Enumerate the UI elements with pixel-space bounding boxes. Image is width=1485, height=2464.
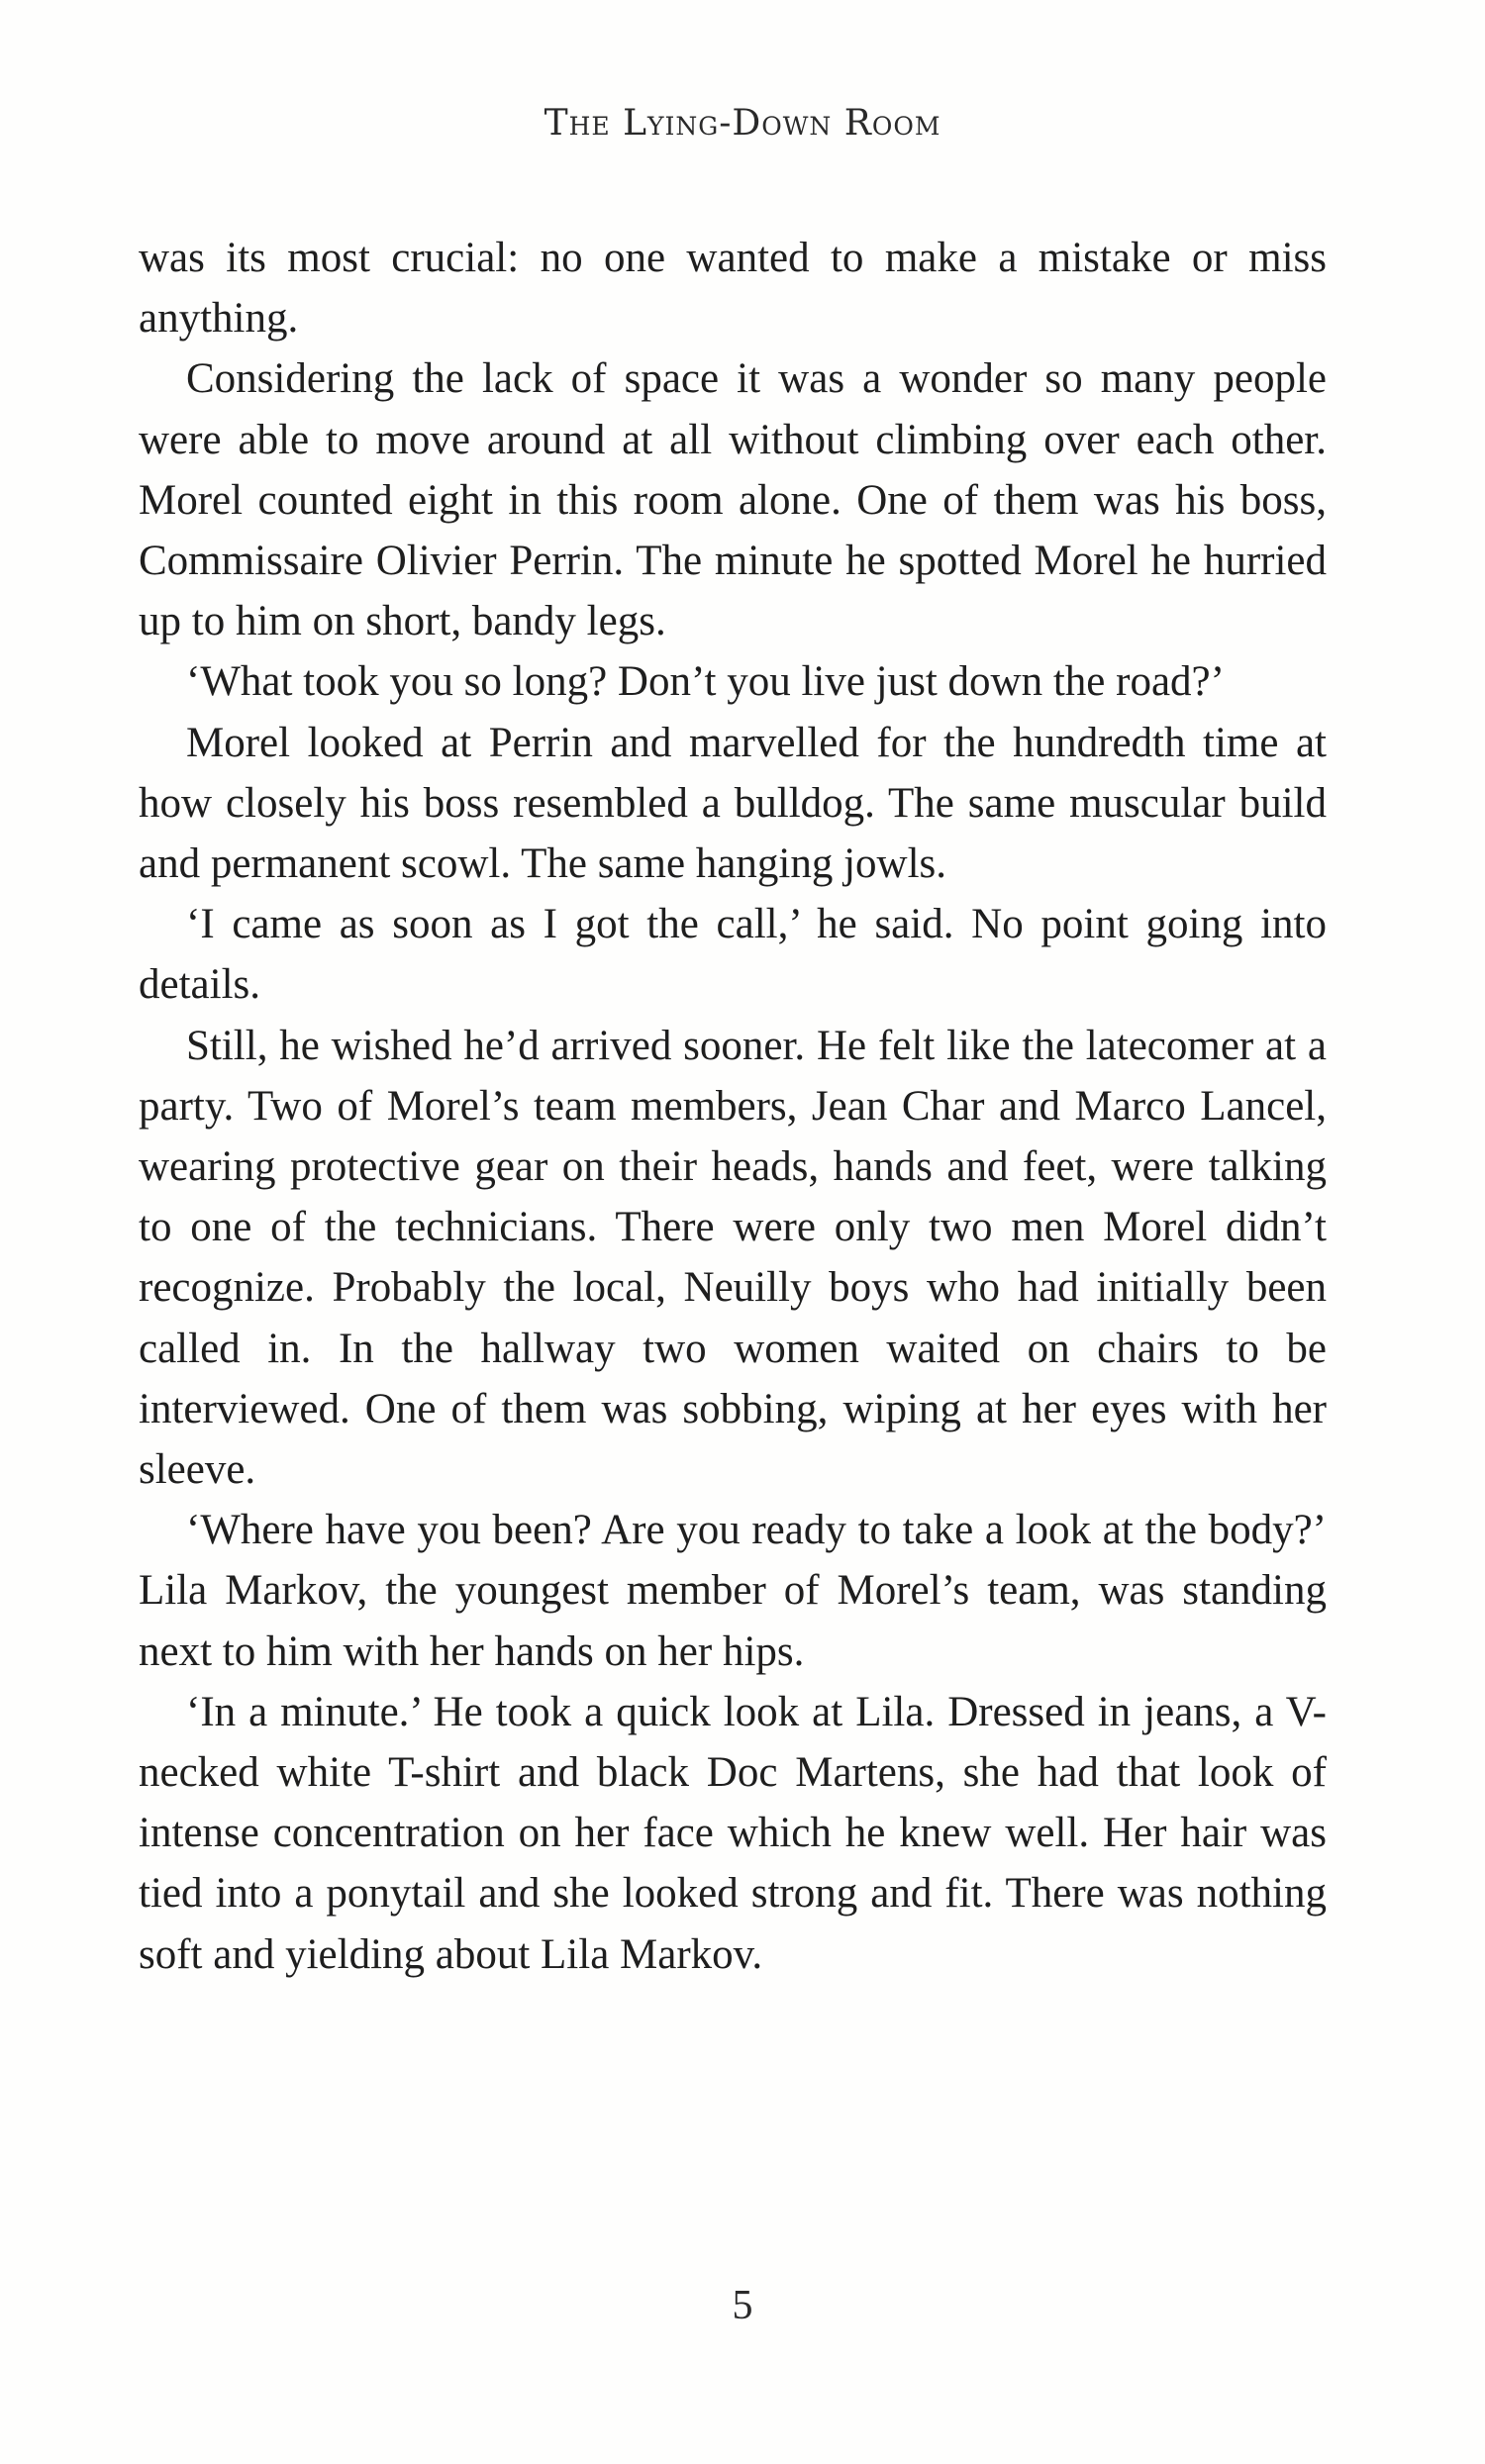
paragraph: Considering the lack of space it was a wonder so many people were able to move around at all without climbing over each other. Morel counted eight in this room alone. One of them was his boss, Commissaire Olivier Perrin. The minute he spotted Morel he hurried up to him on short, bandy legs. xyxy=(139,355,1327,645)
body-text xyxy=(139,228,1327,1985)
page-number: 5 xyxy=(732,2283,753,2328)
running-head: The Lying-Down Room xyxy=(544,103,941,144)
paragraph: ‘Where have you been? Are you ready to take a look at the body?’ Lila Markov, the youngest member of Morel’s team, was standing next to him with her hands on her hips. xyxy=(139,1507,1327,1675)
paragraph: Morel looked at Perrin and marvelled for the hundredth time at how closely his boss resembled a bulldog. The same muscular build and permanent scowl. The same hanging jowls. xyxy=(139,719,1327,888)
paragraph: ‘In a minute.’ He took a quick look at Lila. Dressed in jeans, a V-necked white T-shirt and black Doc Martens, she had that look of intense concentration on her face which he knew well. Her hair was tied into a ponytail and she looked strong and fit. There was nothing soft and yielding about Lila Markov. xyxy=(139,1688,1327,1978)
paragraph: ‘I came as soon as I got the call,’ he said. No point going into details. xyxy=(139,901,1327,1009)
paragraph: ‘What took you so long? Don’t you live just down the road?’ xyxy=(186,658,1225,706)
paragraph: was its most crucial: no one wanted to make a mistake or miss anything. xyxy=(139,235,1327,343)
paragraph: Still, he wished he’d arrived sooner. He felt like the latecomer at a party. Two of Morel’s team members, Jean Char and Marco Lancel, wearing protective gear on their heads, hands and feet, were talking to one of the technicians. There were only two men Morel didn’t recognize. Probably the local, Neuilly boys who had initially been called in. In the hallway two women waited on chairs to be interviewed. One of them was sobbing, wiping at her eyes with her sleeve. xyxy=(139,1022,1327,1494)
